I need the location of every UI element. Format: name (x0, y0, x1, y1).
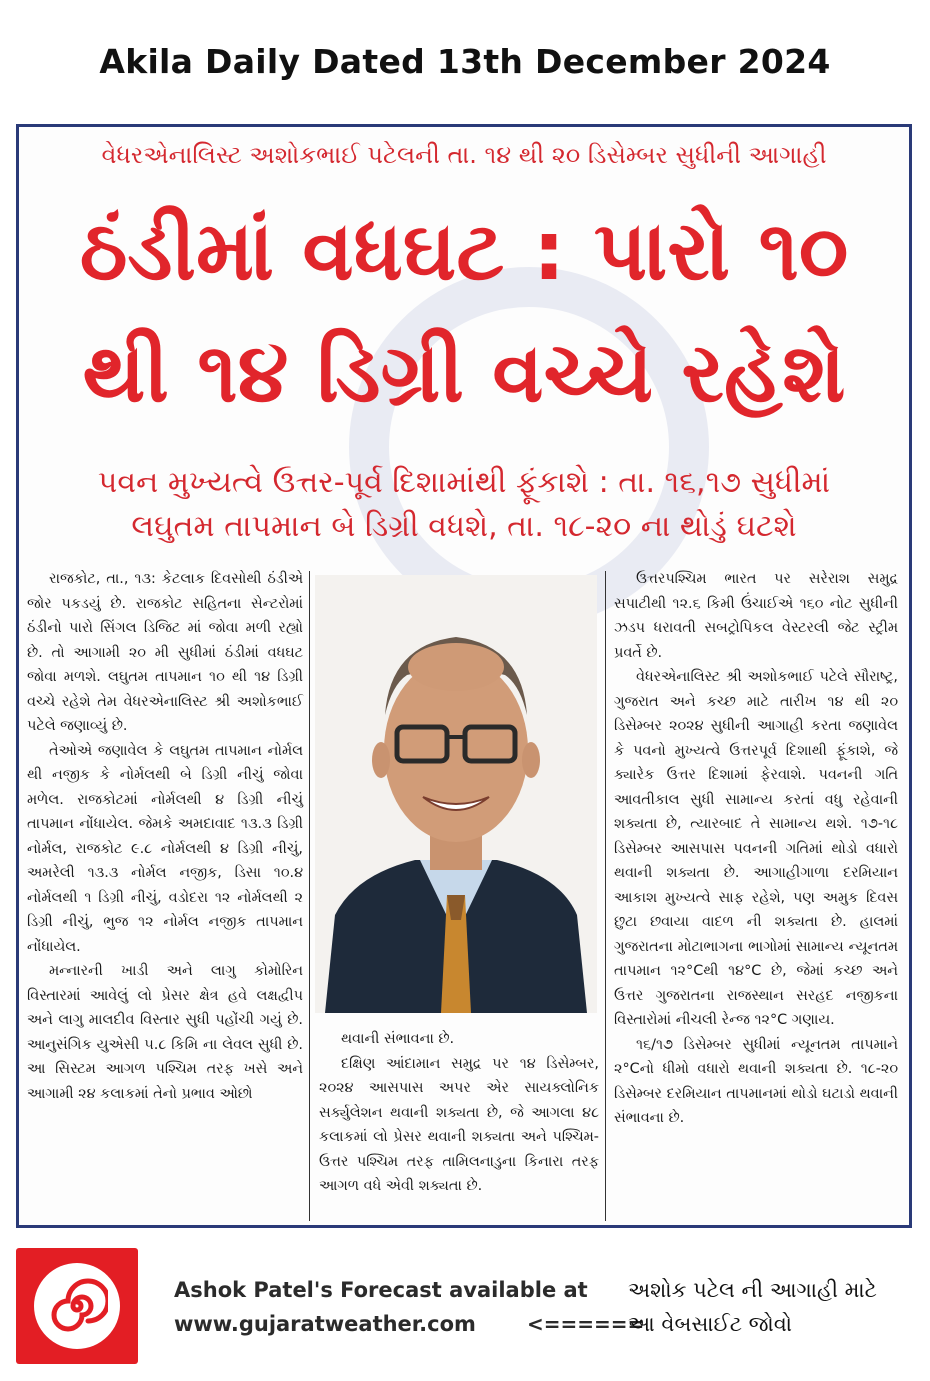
paragraph: ઉત્તરપશ્ચિમ ભારત પર સરેરાશ સમુદ્ર સપાટીથી ૧૨.૬ કિમી ઉંચાઈએ ૧૬૦ નોટ સુધીની ઝડપ ધરાવતી સબટ્રોપિકલ વેસ્ટરલી જેટ સ્ટ્રીમ પ્રવર્તે છે. (614, 571, 898, 661)
article-column-left (27, 567, 303, 1106)
article-kicker: વેધરએનાલિસ્ટ અશોકભાઈ પટેલની તા. ૧૪ થી ૨૦ ડિસેમ્બર સુધીની આગાહી (101, 141, 827, 169)
paragraph: વેધરએનાલિસ્ટ શ્રી અશોકભાઈ પટેલે સૌરાષ્ટ્ર, ગુજરાત અને કચ્છ માટે તારીખ ૧૪ થી ૨૦ ડિસેમ્બર ૨૦૨૪ સુધીની આગાહી કરતા જણાવેલ કે પવનો મુખ્યત્વે ઉત્તરપૂર્વ દિશાથી ફૂંકાશે, જે ક્યારેક ઉત્તર દિશામાં ફેરવાશે. પવનની ગતિ આવતીકાલ સુધી સામાન્ય કરતાં વધુ રહેવાની શક્યતા છે, ત્યારબાદ તે સામાન્ય થશે. ૧૭-૧૮ ડિસેમ્બર આસપાસ પવનની ગતિમાં થોડો વધારો થવાની શક્યતા છે. આગાહીગાળા દરમિયાન આકાશ મુખ્યત્વે સાફ રહેશે, પણ અમુક દિવસ છુટા છવાયા વાદળ ની શક્યતા છે. હાલમાં ગુજરાતના મોટાભાગના ભાગોમાં સામાન્ય ન્યૂનતમ તાપમાન ૧૨°Cથી ૧૪°C છે, જેમાં કચ્છ અને ઉત્તર ગુજરાતના રાજસ્થાન સરહદ નજીકના વિસ્તારોમાં નીચલી રેન્જ ૧૨°C ગણાય. (614, 669, 898, 1028)
portrait-illustration (315, 575, 597, 1013)
headline-line-2: થી ૧૪ ડિગ્રી વચ્ચે રહેશે (82, 326, 846, 421)
paragraph: દક્ષિણ આંદામાન સમુદ્ર પર ૧૪ ડિસેમ્બર, ૨૦૨૪ આસપાસ અપર એર સાયક્લોનિક સર્ક્યુલેશન થવાની શક્યતા છે, જે આગલા ૪૮ કલાકમાં લો પ્રેસર થવાની શક્યતા અને પશ્ચિમ- ઉત્તર પશ્ચિમ તરફ તામિલનાડુના કિનારા તરફ આગળ વધે એવી શક્યતા છે. (319, 1055, 599, 1194)
article-column-middle (319, 1027, 599, 1199)
forecast-text: Ashok Patel's Forecast available at (174, 1278, 588, 1302)
website-link[interactable]: www.gujaratweather.com (174, 1312, 476, 1336)
paragraph: તેઓએ જણાવેલ કે લઘુતમ તાપમાન નોર્મલ થી નજીક કે નોર્મલથી બે ડિગ્રી નીચું જોવા મળેલ. રાજકોટમાં નોર્મલથી ૪ ડિગ્રી નીચું તાપમાન નોંધાયેલ. જેમકે અમદાવાદ ૧૩.૩ ડિગ્રી નોર્મલ, રાજકોટ ૯.૮ નોર્મલથી ૪ ડિગ્રી નીચું, અમરેલી ૧૩.૩ નોર્મલ નજીક, ડિસા ૧૦.૪ નોર્મલથી ૧ ડિગ્રી નીચું, વડોદરા ૧૨ નોર્મલથી ૨ ડિગ્રી નીચું, ભુજ ૧૨ નોર્મલ નજીક તાપમાન નોંધાયેલ. (27, 742, 303, 955)
article-column-right (614, 567, 898, 1131)
paragraph: ૧૬/૧૭ ડિસેમ્બર સુધીમાં ન્યૂનતમ તાપમાને ૨°Cનો ધીમો વધારો થવાની શક્યતા છે. ૧૮-૨૦ ડિસેમ્બર દરમિયાન તાપમાનમાં થોડો ઘટાડો થવાની સંભાવના છે. (614, 1036, 898, 1126)
headline-line-1: ઠંડીમાં વધઘટ : પારો ૧૦ (79, 204, 849, 299)
arrow-text: <====== (527, 1312, 645, 1336)
portrait-photo (315, 575, 597, 1013)
gujarati-note-line-2: આ વેબસાઈટ જોવો (628, 1312, 793, 1336)
column-divider (605, 571, 606, 1221)
paragraph: મન્નારની ખાડી અને લાગુ કોમોરિન વિસ્તારમાં આવેલું લો પ્રેસર ક્ષેત્ર હવે લક્ષદ્વીપ અને લાગુ માલદીવ વિસ્તાર સુધી પહોંચી ગયું છે. આનુસંગિક યુએસી ૫.૮ કિમિ ના લેવલ સુધી છે. આ સિસ્ટમ આગળ પશ્ચિમ તરફ ખસે અને આગામી ૨૪ કલાકમાં તેનો પ્રભાવ ઓછો (27, 963, 303, 1102)
footer (0, 1240, 930, 1381)
column-divider (309, 571, 310, 1221)
subhead-line-1: પવન મુખ્યત્વે ઉત્તર-પૂર્વ દિશામાંથી ફૂંકાશે : તા. ૧૬,૧૭ સુધીમાં (97, 465, 831, 500)
page-title: Akila Daily Dated 13th December 2024 (99, 42, 831, 81)
gujarati-note-line-1: અશોક પટેલ ની આગાહી માટે (628, 1278, 877, 1302)
spiral-icon (46, 1275, 108, 1337)
paragraph: થવાની સંભાવના છે. (341, 1031, 455, 1047)
spiral-logo-icon (16, 1248, 138, 1364)
newspaper-clipping (16, 124, 912, 1228)
logo-inner (34, 1263, 120, 1349)
subhead-line-2: લઘુતમ તાપમાન બે ડિગ્રી વધશે, તા. ૧૮-૨૦ ના થોડું ઘટશે (131, 509, 797, 544)
paragraph: રાજકોટ, તા., ૧૩: કેટલાક દિવસોથી ઠંડીએ જોર પકડયું છે. રાજકોટ સહિતના સેન્ટરોમાં ઠંડીનો પારો સિંગલ ડિજિટ માં જોવા મળી રહ્યો છે. તો આગામી ૨૦ મી સુધીમાં ઠંડીમાં વધઘટ જોવા મળશે. લઘુતમ તાપમાન ૧૦ થી ૧૪ ડિગ્રી વચ્ચે રહેશે તેમ વેધરએનાલિસ્ટ શ્રી અશોકભાઈ પટેલે જણાવ્યું છે. (27, 571, 303, 734)
